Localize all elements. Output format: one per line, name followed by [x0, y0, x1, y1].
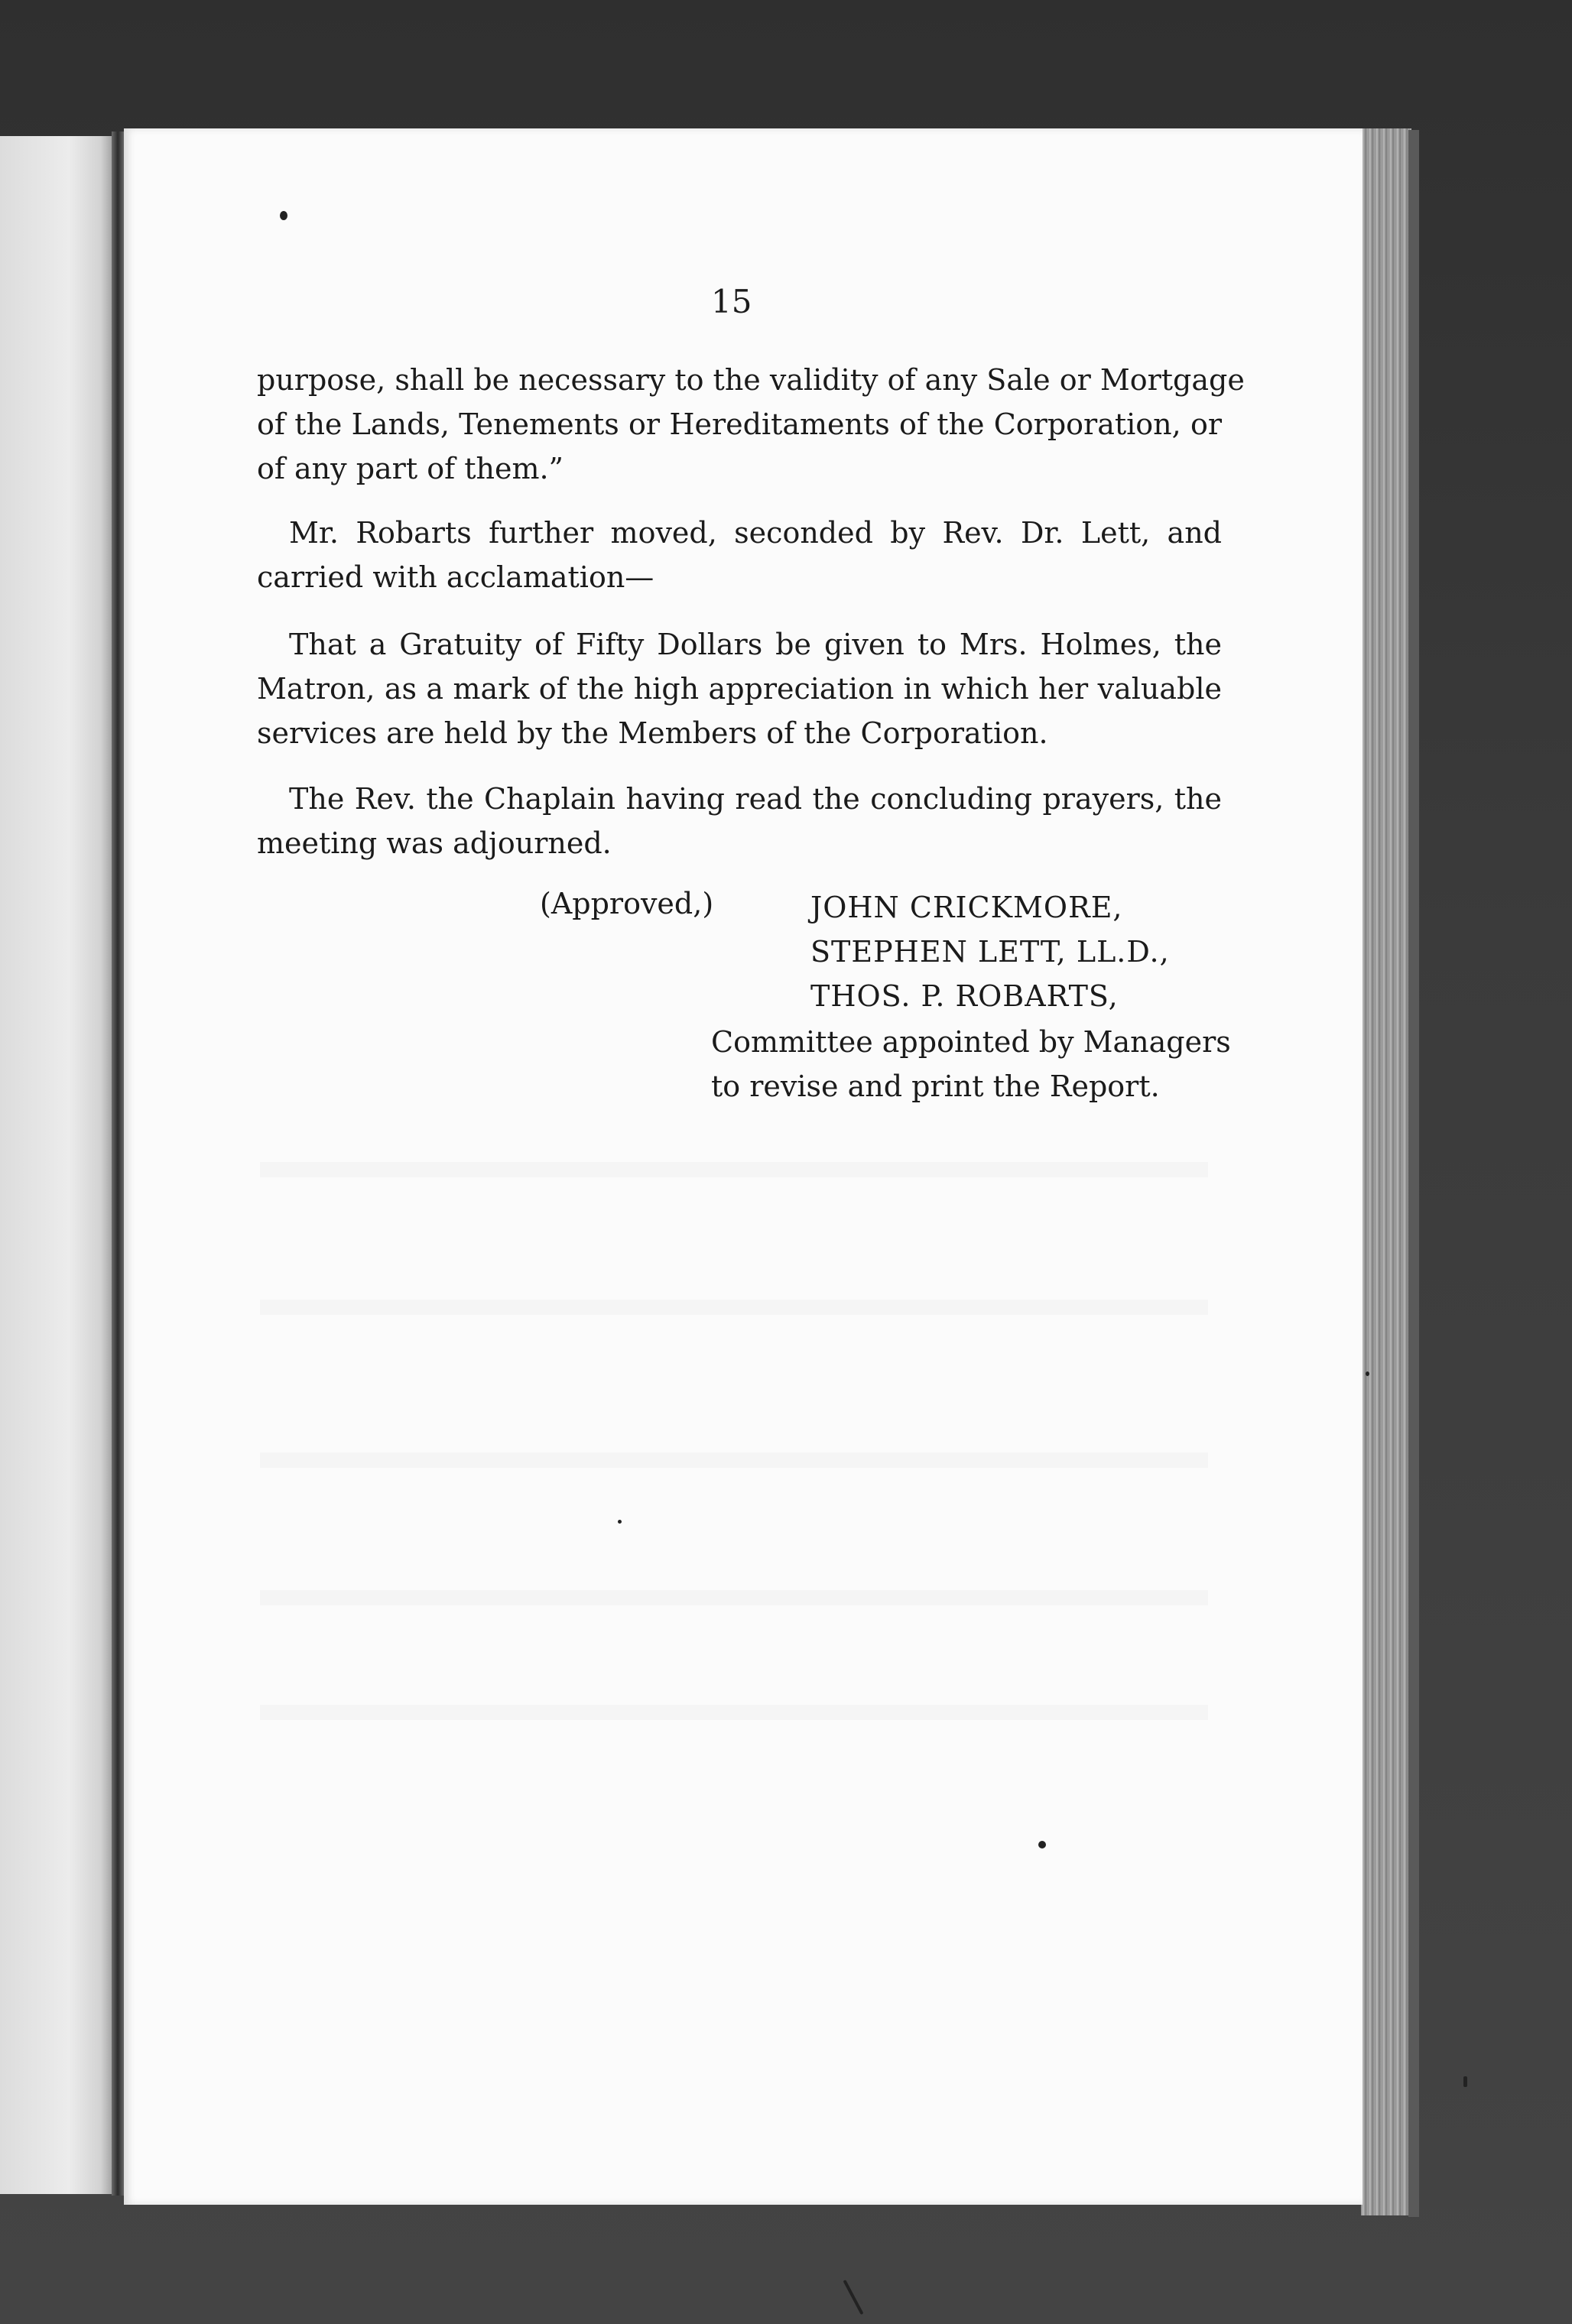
text-line: carried with acclamation—	[257, 560, 654, 594]
paragraph-2	[257, 511, 1222, 599]
ink-speck	[1038, 1841, 1046, 1848]
text-line: of any part of them.”	[257, 452, 564, 485]
text-line: of the Lands, Tenements or Hereditaments of the Corporation, or	[257, 407, 1222, 441]
bleed-through-line	[260, 1705, 1208, 1720]
bleed-through-line	[260, 1162, 1208, 1177]
bleed-through-line	[260, 1300, 1208, 1315]
ink-speck	[843, 2280, 863, 2315]
ink-speck	[1366, 1371, 1369, 1376]
text-line: Matron, as a mark of the high appreciation in which her valuable	[257, 672, 1222, 706]
ink-speck	[280, 211, 287, 220]
paragraph-4	[257, 777, 1222, 865]
signatory-name: JOHN CRICKMORE,	[810, 891, 1123, 924]
paragraph-1	[257, 358, 1245, 491]
text-line: Mr. Robarts further moved, seconded by Rev. Dr. Lett, and	[289, 516, 1222, 550]
committee-line: Committee appointed by Managers	[711, 1025, 1231, 1059]
text-line: The Rev. the Chaplain having read the concluding prayers, the	[289, 782, 1222, 816]
text-line: purpose, shall be necessary to the validity of any Sale or Mortgage	[257, 363, 1245, 397]
bleed-through-line	[260, 1452, 1208, 1468]
committee-line: to revise and print the Report.	[711, 1069, 1160, 1103]
bleed-through-line	[260, 1590, 1208, 1605]
signatory-name: THOS. P. ROBARTS,	[810, 979, 1119, 1013]
committee-note	[711, 1020, 1231, 1108]
text-line: meeting was adjourned.	[257, 826, 612, 860]
page-edges-stack	[1361, 128, 1411, 2215]
page-number: 15	[711, 283, 752, 320]
ink-speck	[1463, 2076, 1467, 2087]
left-page-edge	[0, 136, 115, 2194]
paragraph-3	[257, 622, 1222, 755]
text-line: That a Gratuity of Fifty Dollars be given to Mrs. Holmes, the	[289, 628, 1222, 661]
ink-speck	[618, 1520, 622, 1524]
signatory-name: STEPHEN LETT, LL.D.,	[810, 935, 1170, 969]
text-line: services are held by the Members of the Corporation.	[257, 716, 1048, 750]
approved-label: (Approved,)	[540, 887, 714, 920]
signatories	[810, 885, 1170, 1018]
page-edges-shadow	[1408, 130, 1419, 2217]
